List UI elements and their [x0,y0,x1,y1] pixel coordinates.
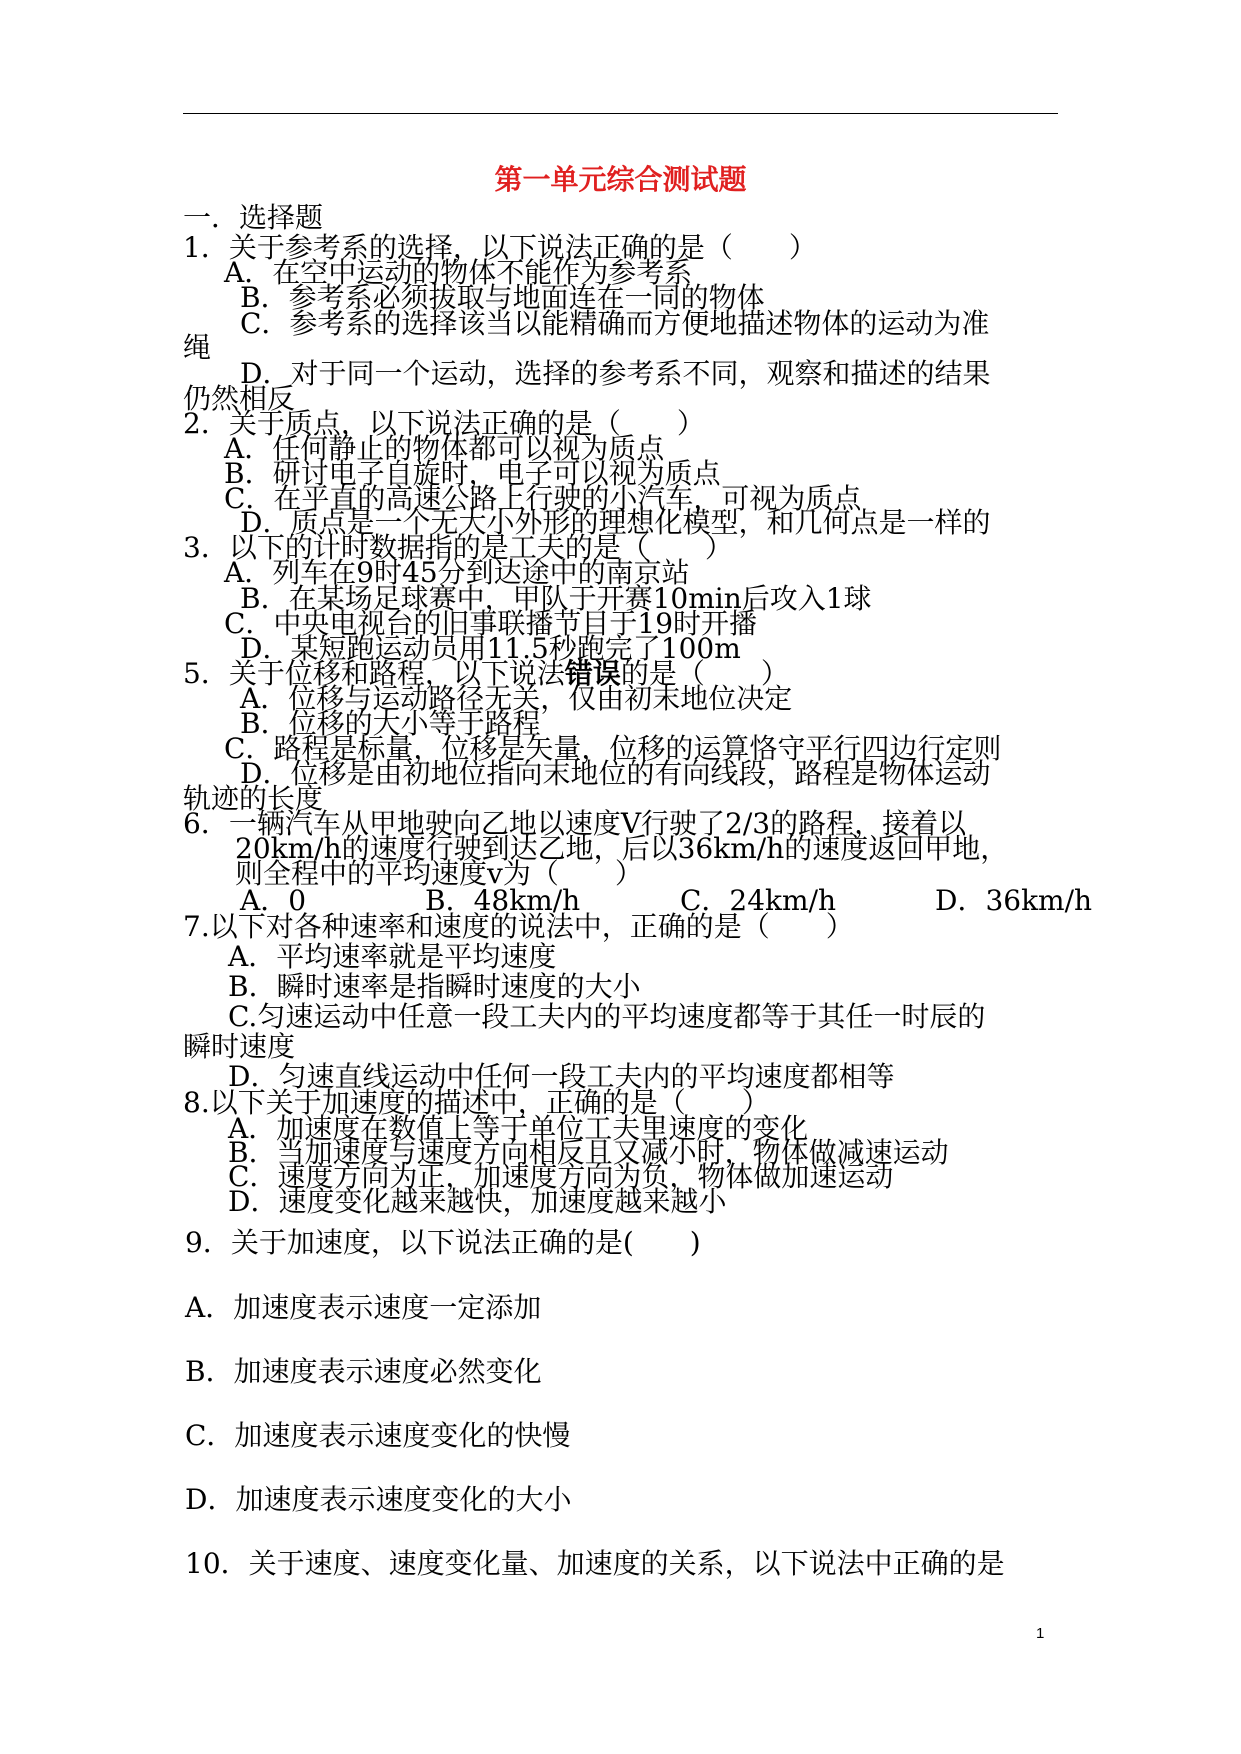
q6-option-d: D．36km/h [935,884,1093,917]
document-title: 第一单元综合测试题 [494,163,747,196]
q1-option-a: A．在空中运动的物体不能作为参考系 [224,256,693,289]
q2-option-a: A．任何静止的物体都可以视为质点 [224,432,665,465]
question-6-line-2: 20km/h的速度行驶到达乙地，后以36km/h的速度返回甲地， [235,832,1009,865]
q9-option-c: C．加速度表示速度变化的快慢 [185,1419,571,1452]
q5-option-a: A．位移与运动路径无关，仅由初末地位决定 [240,682,793,715]
q2-option-c: C．在平直的高速公路上行驶的小汽车，可视为质点 [224,482,862,515]
q1-option-d: D．对于同一个运动，选择的参考系不同，观察和描述的结果 [240,357,991,390]
q7-option-d: D．匀速直线运动中任何一段工夫内的平均速度都相等 [228,1060,895,1093]
q1-option-b: B．参考系必须拔取与地面连在一同的物体 [240,281,765,314]
q1-option-c: C．参考系的选择该当以能精确而方便地描述物体的运动为准 [240,307,990,340]
q3-option-a: A．列车在9时45分到达途中的南京站 [224,556,690,589]
q6-option-b: B．48km/h [425,884,581,917]
q1-option-c-cont: 绳 [183,331,212,364]
question-10: 10．关于速度、速度变化量、加速度的关系，以下说法中正确的是 [185,1547,1005,1580]
q5-option-d: D．位移是由初地位指向末地位的有向线段，路程是物体运动 [240,757,991,790]
q7-option-a: A．平均速率就是平均速度 [228,940,557,973]
q9-option-a: A．加速度表示速度一定添加 [185,1291,542,1324]
q9-option-d: D．加速度表示速度变化的大小 [185,1483,572,1516]
q3-option-d: D．某短跑运动员用11.5秒跑完了100m [240,632,741,665]
question-7: 7.以下对各种速率和速度的说法中，正确的是（ ） [183,910,854,943]
header-rule [183,113,1058,114]
q8-option-c: C．速度方向为正，加速度方向为负，物体做加速运动 [228,1160,894,1193]
q8-option-b: B．当加速度与速度方向相反且又减小时，物体做减速运动 [228,1136,949,1169]
q6-option-a: A．0 [240,884,307,917]
q7-option-c: C.匀速运动中任意一段工夫内的平均速度都等于其任一时辰的 [228,1000,986,1033]
q9-option-b: B．加速度表示速度必然变化 [185,1355,542,1388]
q5-text-start: 5．关于位移和路程，以下说法 [183,657,565,690]
q3-option-c: C．中央电视台的旧事联播节目于19时开播 [224,607,758,640]
question-9: 9．关于加速度，以下说法正确的是( ) [185,1226,701,1259]
q5-text-end: 的是（ ） [620,657,789,690]
q2-option-d: D．质点是一个无大小外形的理想化模型，和几何点是一样的 [240,506,991,539]
q5-option-b: B．位移的大小等于路程 [240,707,541,740]
section-heading: 一．选择题 [183,201,324,234]
q5-option-c: C．路程是标量，位移是矢量，位移的运算恪守平行四边行定则 [224,732,1002,765]
q5-emphasis: 错误 [564,657,621,690]
question-8: 8.以下关于加速度的描述中，正确的是（ ） [183,1086,770,1119]
question-2: 2．关于质点，以下说法正确的是（ ） [183,407,705,440]
question-6: 6．一辆汽车从甲地驶向乙地以速度V行驶了2/3的路程，接着以 [183,807,967,840]
q1-option-d-cont: 仍然相反 [183,382,296,415]
q7-option-c-cont: 瞬时速度 [183,1030,296,1063]
q5-option-d-cont: 轨迹的长度 [183,782,324,815]
question-3: 3．以下的计时数据指的是工夫的是（ ） [183,531,733,564]
question-6-line-3: 则全程中的平均速度v为（ ） [235,857,643,890]
page-number: 1 [1036,1625,1045,1642]
q7-option-b: B．瞬时速率是指瞬时速度的大小 [228,970,641,1003]
q3-option-b: B．在某场足球赛中，甲队于开赛10min后攻入1球 [240,582,872,615]
q8-option-a: A．加速度在数值上等于单位工夫里速度的变化 [228,1112,809,1145]
question-1: 1．关于参考系的选择，以下说法正确的是（ ） [183,231,817,264]
q6-option-c: C．24km/h [680,884,837,917]
q2-option-b: B．研讨电子自旋时，电子可以视为质点 [224,457,721,490]
q8-option-d: D．速度变化越来越快，加速度越来越小 [228,1185,727,1218]
